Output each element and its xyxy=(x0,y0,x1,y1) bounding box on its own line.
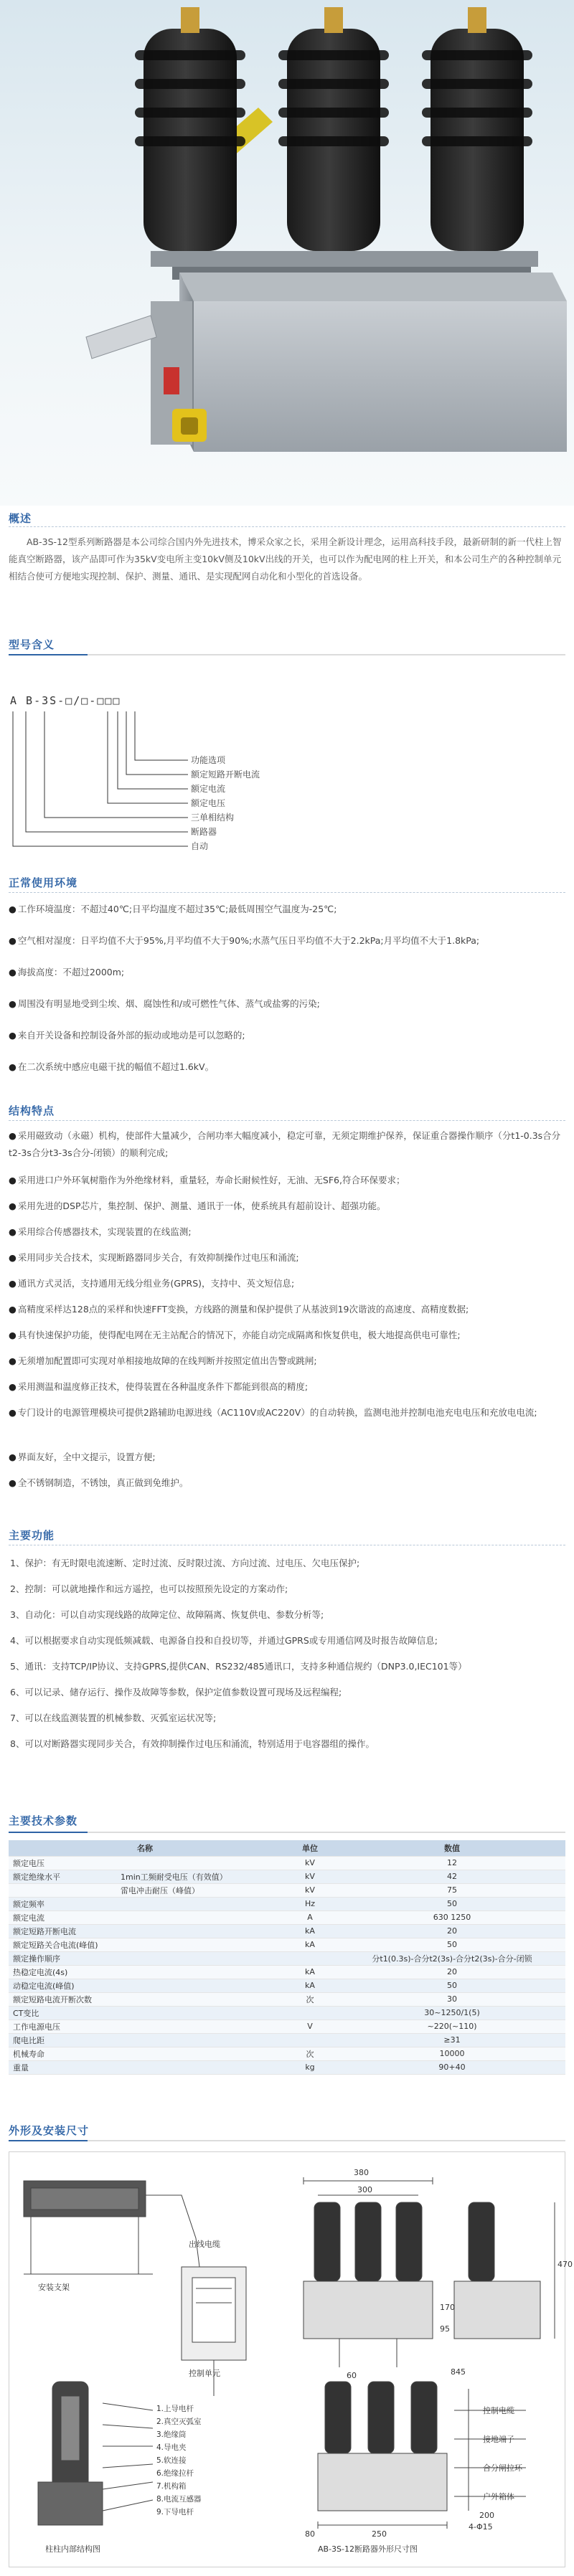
overview-text: AB-3S-12型系列断路器是本公司综合国内外先进技术，博采众家之长，采用全新设计理念，运用高科技手段，最新研制的新一代柱上智能真空断路器，该产品即可作为35kV变电所主变10kV侧及10kV出线的开关，也可以作为配电网的柱上开关，和本公司生产的各种控制单元相结合使可方便地实现控制、保护、测量、通讯、是实现配网自动化和小型化的首选设备。 xyxy=(9,536,562,582)
spec-name-text: 重量 xyxy=(13,2063,29,2073)
spec-name xyxy=(9,1992,281,2006)
feature-item: ● 界面友好，全中文提示，设置方便; xyxy=(9,1452,156,1462)
outline-drawing xyxy=(9,2151,573,2567)
legend-item: 3.绝缘筒 xyxy=(156,2430,187,2439)
spec-value: 630 1250 xyxy=(339,1910,565,1924)
environment-item: ● 来自开关设备和控制设备外部的振动或地动是可以忽略的; xyxy=(9,1030,245,1041)
spec-unit: kA xyxy=(281,1938,339,1951)
model-title: 型号含义 xyxy=(9,638,55,651)
spec-value: 20 xyxy=(339,1924,565,1938)
section-bar xyxy=(9,654,565,655)
spec-value: 90+40 xyxy=(339,2060,565,2074)
part-label: 控制电缆 xyxy=(483,2406,514,2415)
spec-row xyxy=(9,1924,565,1938)
spec-unit: kV xyxy=(281,1870,339,1883)
spec-value: 50 xyxy=(339,1938,565,1951)
spec-value: 75 xyxy=(339,1883,565,1897)
model-label: 额定电流 xyxy=(191,784,226,794)
spec-value: ~220(~110) xyxy=(339,2019,565,2033)
dimension-label: 300 xyxy=(357,2185,372,2194)
outline-svg xyxy=(9,2152,566,2568)
spec-row xyxy=(9,1992,565,2006)
model-code: A B-3S-□/□-□□□ xyxy=(10,694,121,707)
spec-row xyxy=(9,2060,565,2074)
spec-value: 分t1(0.3s)-合分t2(3s)-合分t2(3s)-合分-闭锁 xyxy=(339,1951,565,1965)
overview-title: 概述 xyxy=(9,512,32,525)
col-header: 单位 xyxy=(281,1840,339,1856)
spec-name-text: 额定绝缘水平 xyxy=(13,1872,60,1882)
side-label: 安装支架 xyxy=(38,2283,70,2292)
spec-row xyxy=(9,1951,565,1965)
legend-item: 5.软连接 xyxy=(156,2456,187,2465)
feature-item: ● 采用磁致动（永磁）机构，使部件大量减少，合闸功率大幅度减小，稳定可靠，无须定期维护保养，保证重合器操作顺序（分t1-0.3s合分t2-3s合分t3-3s合分-闭锁）的顺利完成; xyxy=(9,1130,561,1158)
spec-name xyxy=(9,2047,281,2060)
specs-title: 主要技术参数 xyxy=(9,1814,78,1827)
spec-name xyxy=(9,1870,281,1883)
section-bar xyxy=(9,2140,565,2141)
feature-item: ● 采用进口户外环氧树脂作为外绝缘材料，重量轻，寿命长耐候性好，无油、无SF6,符合环保要求； xyxy=(9,1175,405,1185)
section-bar xyxy=(9,1832,565,1833)
feature-item: ● 全不锈钢制造，不锈蚀，真正做到免维护。 xyxy=(9,1477,189,1488)
spec-row xyxy=(9,1883,565,1897)
spec-name xyxy=(9,1979,281,1992)
spec-value: 20 xyxy=(339,1965,565,1979)
spec-name xyxy=(9,1910,281,1924)
part-label: 接地端子 xyxy=(483,2435,514,2444)
environment-item: ● 在二次系统中感应电磁干扰的幅值不超过1.6kV。 xyxy=(9,1061,215,1072)
model-label: 三单相结构 xyxy=(191,813,235,823)
model-label: 自动 xyxy=(191,841,209,851)
spec-unit: V xyxy=(281,2019,339,2033)
legend-item: 9.下导电杆 xyxy=(156,2508,194,2516)
model-label: 额定电压 xyxy=(191,798,226,808)
spec-unit: kg xyxy=(281,2060,339,2074)
spec-name-text: 额定短路电流开断次数 xyxy=(13,1994,92,2004)
specs-table xyxy=(9,1840,565,2075)
model-diagram xyxy=(0,709,301,863)
spec-row xyxy=(9,1910,565,1924)
spec-name xyxy=(9,1856,281,1870)
dimension-label: 80 xyxy=(305,2529,315,2539)
circuit-breaker-illustration xyxy=(0,0,574,506)
spec-sub-text: 1min工频耐受电压（有效值） xyxy=(121,1872,227,1882)
spec-sub-text: 雷电冲击耐压（峰值） xyxy=(121,1885,199,1895)
spec-row xyxy=(9,1965,565,1979)
function-item: 8、可以对断路器实现同步关合，有效抑制操作过电压和涌流，特别适用于电容器组的操作。 xyxy=(10,1738,375,1749)
spec-row xyxy=(9,1897,565,1910)
part-label: 合分闸拉环 xyxy=(483,2463,522,2473)
spec-name-text: 额定短路开断电流 xyxy=(13,1926,76,1936)
features-title: 结构特点 xyxy=(9,1104,55,1117)
model-label: 功能选项 xyxy=(191,755,226,765)
spec-name xyxy=(9,2060,281,2074)
side-label: 出线电缆 xyxy=(189,2240,220,2249)
spec-name xyxy=(9,1965,281,1979)
spec-value: 50 xyxy=(339,1897,565,1910)
model-label: 断路器 xyxy=(191,827,217,837)
feature-item: ● 采用测温和温度修正技术，使得装置在各种温度条件下都能到很高的精度; xyxy=(9,1381,309,1392)
spec-value: 42 xyxy=(339,1870,565,1883)
spec-name xyxy=(9,2006,281,2019)
spec-name-text: CT变比 xyxy=(13,2008,39,2018)
spec-row xyxy=(9,1870,565,1883)
environment-item: ● 空气相对湿度：日平均值不大于95%,月平均值不大于90%;水蒸气压日平均值不大于2.2kPa;月平均值不大于1.8kPa; xyxy=(9,935,480,946)
function-item: 6、可以记录、储存运行、操作及故障等参数，保护定值参数设置可现场及远程编程; xyxy=(10,1687,342,1697)
spec-name-text: 机械寿命 xyxy=(13,2049,44,2059)
spec-name-text: 额定电流 xyxy=(13,1913,44,1923)
feature-item: ● 采用同步关合技术，实现断路器同步关合，有效抑制操作过电压和涌流; xyxy=(9,1252,299,1263)
feature-item: ● 采用综合传感器技术，实现装置的在线监测; xyxy=(9,1226,192,1237)
function-item: 5、通讯：支持TCP/IP协议、支持GPRS,提供CAN、RS232/485通讯口，支持多种通信规约（DNP3.0,IEC101等） xyxy=(10,1661,467,1672)
spec-unit: Hz xyxy=(281,1897,339,1910)
spec-name xyxy=(9,2033,281,2047)
col-header: 数值 xyxy=(339,1840,565,1856)
spec-unit xyxy=(281,2033,339,2047)
spec-row xyxy=(9,1938,565,1951)
dimension-label: 60 xyxy=(347,2371,357,2380)
legend-item: 2.真空灭弧室 xyxy=(156,2418,202,2426)
spec-unit: kA xyxy=(281,1979,339,1992)
specs-body xyxy=(9,1856,565,2074)
spec-name xyxy=(9,1951,281,1965)
spec-name-text: 额定操作顺序 xyxy=(13,1954,60,1964)
hero-product-image xyxy=(0,0,574,506)
spec-name-text: 热稳定电流(4s) xyxy=(13,1967,68,1977)
dimension-label: 380 xyxy=(354,2168,369,2177)
side-label: 控制单元 xyxy=(189,2369,220,2378)
dimension-label: 200 xyxy=(479,2511,494,2520)
spec-name-text: 额定短路关合电流(峰值) xyxy=(13,1940,98,1950)
model-label: 额定短路开断电流 xyxy=(191,770,260,780)
spec-unit: kA xyxy=(281,1924,339,1938)
function-item: 4、可以根据要求自动实现低频减载、电源备自投和自投切等，并通过GPRS或专用通信网及时报告故障信息; xyxy=(10,1635,438,1646)
spec-unit: kV xyxy=(281,1856,339,1870)
dimension-label: 4-Φ15 xyxy=(469,2522,493,2532)
spec-unit: A xyxy=(281,1910,339,1924)
spec-name-text: 额定频率 xyxy=(13,1899,44,1909)
spec-unit: kA xyxy=(281,1965,339,1979)
spec-name xyxy=(9,1883,281,1897)
feature-item: ● 采用先进的DSP芯片，集控制、保护、测量、通讯于一体，使系统具有超前设计、超强功能。 xyxy=(9,1201,386,1211)
spec-name xyxy=(9,1938,281,1951)
spec-name-text: 动稳定电流(峰值) xyxy=(13,1981,75,1991)
spec-row xyxy=(9,2019,565,2033)
dimension-label: 470 xyxy=(557,2260,573,2269)
legend-item: 1.上导电杆 xyxy=(156,2405,194,2413)
environment-title: 正常使用环境 xyxy=(9,876,78,889)
spec-name-text: 额定电压 xyxy=(13,1858,44,1868)
dimension-label: 95 xyxy=(440,2324,450,2334)
feature-item: ● 具有快速保护功能，使得配电网在无主站配合的情况下，亦能自动完成隔离和恢复供电，极大地提高供电可靠性; xyxy=(9,1330,461,1340)
feature-item: ● 高精度采样达128点的采样和快速FFT变换，方线路的测量和保护提供了从基波到19次谐波的高速度、高精度数据; xyxy=(9,1304,469,1315)
spec-name xyxy=(9,1924,281,1938)
spec-row xyxy=(9,1856,565,1870)
legend-item: 8.电流互感器 xyxy=(156,2495,202,2504)
environment-item: ● 周围没有明显地受到尘埃、烟、腐蚀性和/或可燃性气体、蒸气或盐雾的污染; xyxy=(9,998,320,1009)
function-item: 7、可以在线监测装置的机械参数、灭弧室运状况等; xyxy=(10,1713,217,1723)
divider xyxy=(9,892,565,893)
legend-item: 6.绝缘拉杆 xyxy=(156,2469,194,2478)
feature-item: ● 无须增加配置即可实现对单相接地故障的在线判断并按照定值出告警或跳闸; xyxy=(9,1355,317,1366)
dimension-label: 170 xyxy=(440,2303,455,2312)
spec-value: 30~1250/1(5) xyxy=(339,2006,565,2019)
dimension-label: 845 xyxy=(451,2367,466,2377)
spec-unit: kV xyxy=(281,1883,339,1897)
feature-item: ● 专门设计的电源管理模块可提供2路辅助电源进线（AC110V或AC220V）的自动转换，监测电池并控制电池充电电压和充放电电流; xyxy=(9,1407,537,1418)
specs-header-row xyxy=(9,1840,565,1856)
spec-value: 12 xyxy=(339,1856,565,1870)
spec-row xyxy=(9,2006,565,2019)
spec-value: 30 xyxy=(339,1992,565,2006)
spec-name xyxy=(9,2019,281,2033)
feature-item: ● 通讯方式灵活，支持通用无线分组业务(GPRS)，支持中、英文短信息; xyxy=(9,1278,295,1289)
environment-item: ● 工作环境温度：不超过40℃;日平均温度不超过35℃;最低周围空气温度为-25℃; xyxy=(9,904,337,914)
legend-item: 7.机构箱 xyxy=(156,2482,187,2491)
spec-value: 10000 xyxy=(339,2047,565,2060)
outline-caption: AB-3S-12断路器外形尺寸图 xyxy=(318,2544,418,2554)
drawing-title: 外形及安装尺寸 xyxy=(9,2124,90,2137)
spec-unit: 次 xyxy=(281,1992,339,2006)
function-item: 3、自动化：可以自动实现线路的故障定位、故障隔离、恢复供电、参数分析等; xyxy=(10,1609,324,1620)
spec-row xyxy=(9,2047,565,2060)
spec-unit xyxy=(281,1951,339,1965)
spec-name-text: 爬电比距 xyxy=(13,2035,44,2045)
functions-title: 主要功能 xyxy=(9,1529,55,1542)
spec-name-text: 工作电源电压 xyxy=(13,2022,60,2032)
insulator-group xyxy=(135,7,532,251)
spec-unit: 次 xyxy=(281,2047,339,2060)
function-item: 2、控制：可以就地操作和远方遥控，也可以按照预先设定的方案动作; xyxy=(10,1583,288,1594)
spec-name xyxy=(9,1897,281,1910)
spec-value: 50 xyxy=(339,1979,565,1992)
part-label: 户外箱体 xyxy=(483,2492,514,2501)
environment-item: ● 海拔高度：不超过2000m; xyxy=(9,967,125,977)
divider xyxy=(9,526,565,527)
dimension-label: 250 xyxy=(372,2529,387,2539)
spec-unit xyxy=(281,2006,339,2019)
function-item: 1、保护：有无时限电流速断、定时过流、反时限过流、方向过流、过电压、欠电压保护; xyxy=(10,1558,360,1568)
cutaway-caption: 柱柱内部结构图 xyxy=(45,2544,100,2554)
divider xyxy=(9,1120,565,1121)
spec-value: ≥31 xyxy=(339,2033,565,2047)
col-header: 名称 xyxy=(9,1840,281,1856)
legend-item: 4.导电夹 xyxy=(156,2443,187,2452)
spec-row xyxy=(9,2033,565,2047)
spec-row xyxy=(9,1979,565,1992)
